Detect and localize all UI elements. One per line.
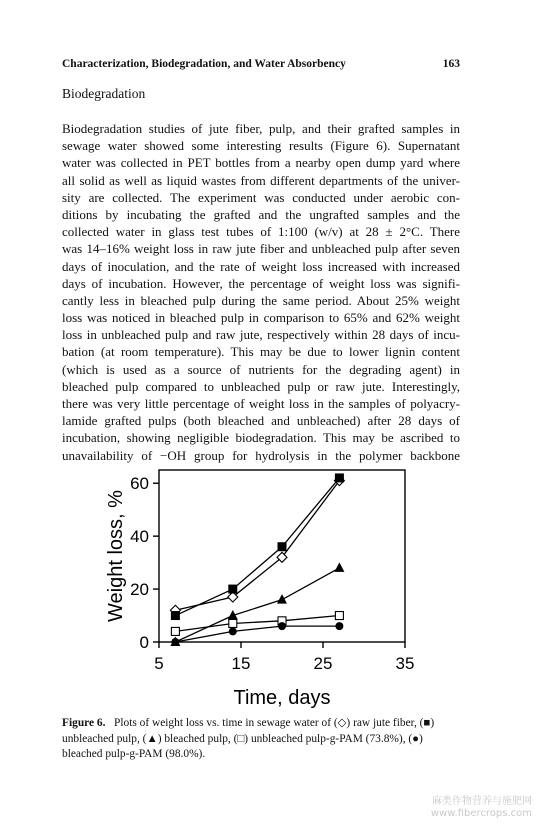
x-tick-label: 5 <box>154 654 164 673</box>
body-line: ditions by incubating the grafted and the ungrafted samples and the <box>62 206 460 222</box>
body-line: bation (at room temperature). This may be due to lower lignin content <box>62 344 460 360</box>
data-point <box>171 638 179 646</box>
caption-line-2: unbleached pulp, (▲) bleached pulp, (□) unbleached pulp-g-PAM (73.8%), (●) <box>62 732 423 745</box>
weight-loss-chart <box>95 462 435 712</box>
data-point <box>278 542 287 551</box>
body-line: bleached pulp compared to unbleached pulp or raw jute. Interestingly, <box>62 378 460 394</box>
data-point <box>335 612 343 620</box>
body-line: was 14–16% weight loss in raw jute fiber and unbleached pulp after seven <box>62 241 460 257</box>
x-tick-label: 25 <box>313 654 333 673</box>
section-heading: Biodegradation <box>62 86 146 101</box>
site-watermark <box>431 796 532 820</box>
body-line: loss was noticed in bleached pulp in comparison to 65% and 62% weight <box>62 310 460 326</box>
body-line: water was collected in PET bottles from a nearby open dump yard where <box>62 155 460 171</box>
body-line: incubation, showing negligible biodegradation. This may be ascribed to <box>62 430 460 446</box>
body-line: all solid as well as liquid wastes from different departments of the univer- <box>62 172 460 188</box>
body-line: cantly less in bleached pulp during the same period. About 25% weight <box>62 292 460 308</box>
chart-series <box>170 473 344 646</box>
data-point <box>278 622 286 630</box>
series-square-filled <box>171 473 344 620</box>
body-line: collected water in glass test tubes of 1:100 (w/v) at 28 ± 2°C. There <box>62 224 460 240</box>
body-line: sity are collected. The experiment was conducted under aerobic con- <box>62 189 460 205</box>
y-axis-label: Weight loss, % <box>105 490 127 622</box>
caption-label: Figure 6. <box>62 717 106 729</box>
series-line <box>175 478 339 616</box>
data-point <box>229 619 237 627</box>
x-tick-label: 35 <box>395 654 415 673</box>
page-number: 163 <box>442 58 460 70</box>
data-point <box>335 622 343 630</box>
chart-axes <box>105 474 414 709</box>
y-tick-label: 40 <box>130 527 149 547</box>
y-tick-label: 60 <box>130 474 149 494</box>
caption-line-3: bleached pulp-g-PAM (98.0%). <box>62 748 206 760</box>
body-line: Biodegradation studies of jute fiber, pulp, and their grafted samples in <box>62 121 460 136</box>
data-point <box>335 473 344 482</box>
series-triangle-filled <box>170 562 344 646</box>
y-tick-label: 0 <box>139 633 149 652</box>
data-point <box>334 562 344 572</box>
data-point <box>229 627 237 635</box>
data-point <box>228 585 237 594</box>
body-line: sewage water showed some interesting results (Figure 6). Supernatant <box>62 138 460 154</box>
running-head <box>62 58 460 70</box>
figure-caption <box>62 716 460 763</box>
series-diamond-open <box>170 476 344 616</box>
body-line: loss in unbleached pulp and raw jute, respectively within 28 days of incu- <box>62 327 460 343</box>
data-point <box>171 627 179 635</box>
x-tick-label: 15 <box>231 654 251 673</box>
body-line: unavailability of −OH group for hydrolysis in the polymer backbone <box>62 447 460 463</box>
body-line: there was very little percentage of weight loss in the samples of polyacry- <box>62 396 460 411</box>
body-line: days of inoculation, and the rate of weight loss increased with increased <box>62 258 460 274</box>
body-line: days of incubation. However, the percentage of weight loss was signifi- <box>62 275 460 291</box>
watermark-url: www.fibercrops.com <box>430 808 532 819</box>
body-line: lamide grafted pulps (both bleached and unbleached) after 28 days of <box>62 413 460 429</box>
data-point <box>171 611 180 620</box>
caption-text-1: Plots of weight loss vs. time in sewage water of (◇) raw jute fiber, (■) <box>114 717 435 729</box>
x-axis-label: Time, days <box>233 687 331 709</box>
body-line: (which is used as a source of nutrients for the degrading agent) in <box>62 361 460 377</box>
y-tick-label: 20 <box>130 580 149 600</box>
running-title: Characterization, Biodegradation, and Water Absorbency <box>62 58 346 70</box>
data-point <box>277 594 287 604</box>
series-line <box>175 481 339 611</box>
watermark-cn: 麻类作物营养与施肥网 <box>432 796 532 807</box>
body-paragraph <box>62 120 460 464</box>
caption-line-1 <box>62 716 460 732</box>
